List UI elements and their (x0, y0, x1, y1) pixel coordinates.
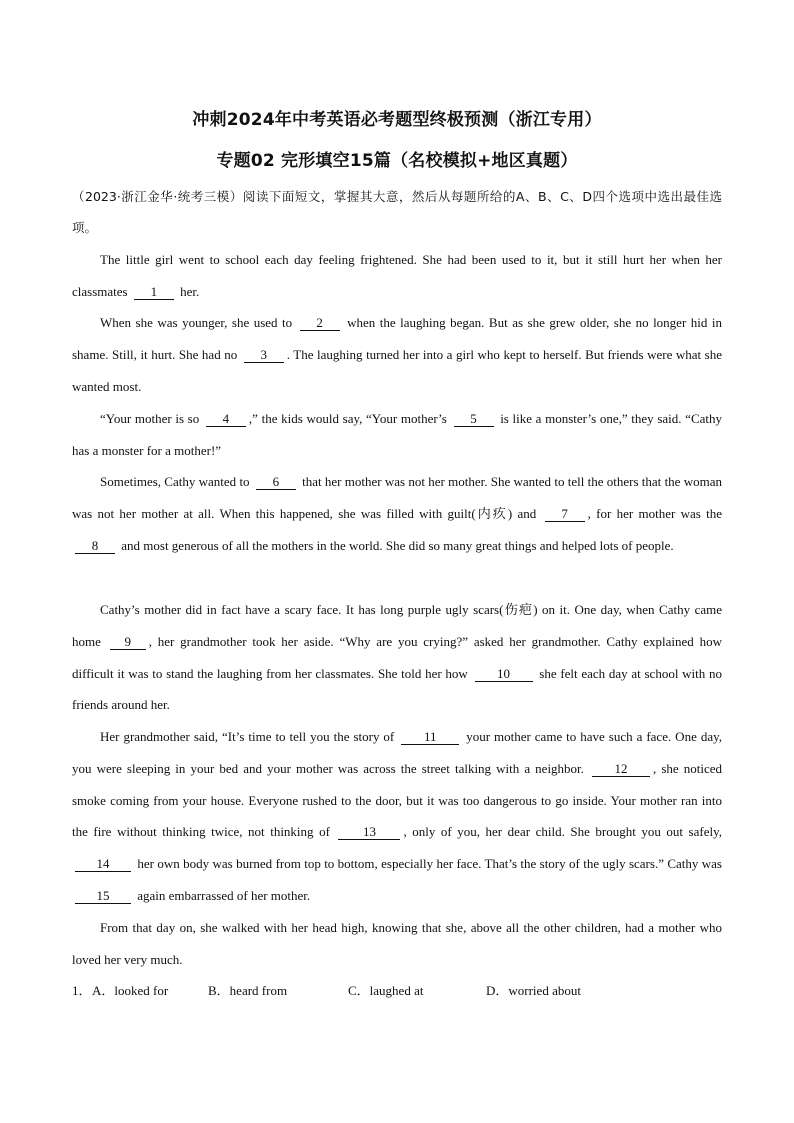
blank-12[interactable]: 12 (592, 761, 650, 777)
blank-6[interactable]: 6 (256, 474, 296, 490)
blank-2[interactable]: 2 (300, 315, 340, 331)
blank-15[interactable]: 15 (75, 888, 131, 904)
option-b[interactable]: B．heard from (208, 983, 288, 998)
blank-10[interactable]: 10 (475, 666, 533, 682)
blank-8[interactable]: 8 (75, 538, 115, 554)
blank-3[interactable]: 3 (244, 347, 284, 363)
paragraph-2: When she was younger, she used to 2 when the laughing began. But as she grew older, she no longer hid in shame. Still, it hurt. She had no 3 . The laughing turned her into a girl who kept to herself. But friends were what she wanted most. (72, 315, 722, 394)
document-title: 冲刺2024年中考英语必考题型终极预测（浙江专用） (192, 110, 602, 130)
question-number: 1． (72, 983, 92, 998)
blank-1[interactable]: 1 (134, 284, 174, 300)
option-a[interactable]: A．looked for (92, 983, 169, 998)
document-subtitle: 专题02 完形填空15篇（名校模拟+地区真题） (216, 151, 578, 171)
option-c[interactable]: C．laughed at (348, 983, 424, 998)
blank-9[interactable]: 9 (110, 634, 146, 650)
paragraph-1: The little girl went to school each day feeling frightened. She had been used to it, but it still hurt her when her classmates 1 her. (72, 252, 722, 299)
instructions: （2023·浙江金华·统考三模）阅读下面短文，掌握其大意，然后从每题所给的A、B、C、D四个选项中选出最佳选项。 (72, 189, 722, 235)
option-d[interactable]: D．worried about (486, 983, 581, 998)
blank-5[interactable]: 5 (454, 411, 494, 427)
blank-13[interactable]: 13 (338, 824, 400, 840)
blank-7[interactable]: 7 (545, 506, 585, 522)
question-1-options (72, 980, 581, 999)
paragraph-4: Sometimes, Cathy wanted to 6 that her mother was not her mother. She wanted to tell the others that the woman was not her mother at all. When this happened, she was filled with guilt(内疚) and 7 , for her mother was the 8 and most generous of all the mothers in the world. She did so many great things and helped lots of people. (72, 474, 722, 553)
blank-4[interactable]: 4 (206, 411, 246, 427)
paragraph-3: “Your mother is so 4 ,” the kids would say, “Your mother’s 5 is like a monster’s one,” they said. “Cathy has a monster for a mother!” (72, 411, 722, 458)
paragraph-7: From that day on, she walked with her head high, knowing that she, above all the other children, had a mother who loved her very much. (72, 920, 722, 967)
paragraph-5: Cathy’s mother did in fact have a scary face. It has long purple ugly scars(伤疤) on it. One day, when Cathy came home 9 , her grandmother took her aside. “Why are you crying?” asked her grandmother. Cathy explained how difficult it was to stand the laughing from her classmates. She told her how 10 she felt each day at school with no friends around her. (72, 602, 722, 713)
blank-11[interactable]: 11 (401, 729, 459, 745)
paragraph-6: Her grandmother said, “It’s time to tell you the story of 11 your mother came to have such a face. One day, you were sleeping in your bed and your mother was across the street talking with a neighbor. 12 , she noticed smoke coming from your house. Everyone rushed to the door, but it was too dangerous to go inside. Your mother ran into the fire without thinking twice, not thinking of 13 , only of you, her dear child. She brought you out safely, 14 her own body was burned from top to bottom, especially her face. That’s the story of the ugly scars.” Cathy was 15 again embarrassed of her mother. (72, 729, 722, 903)
blank-14[interactable]: 14 (75, 856, 131, 872)
